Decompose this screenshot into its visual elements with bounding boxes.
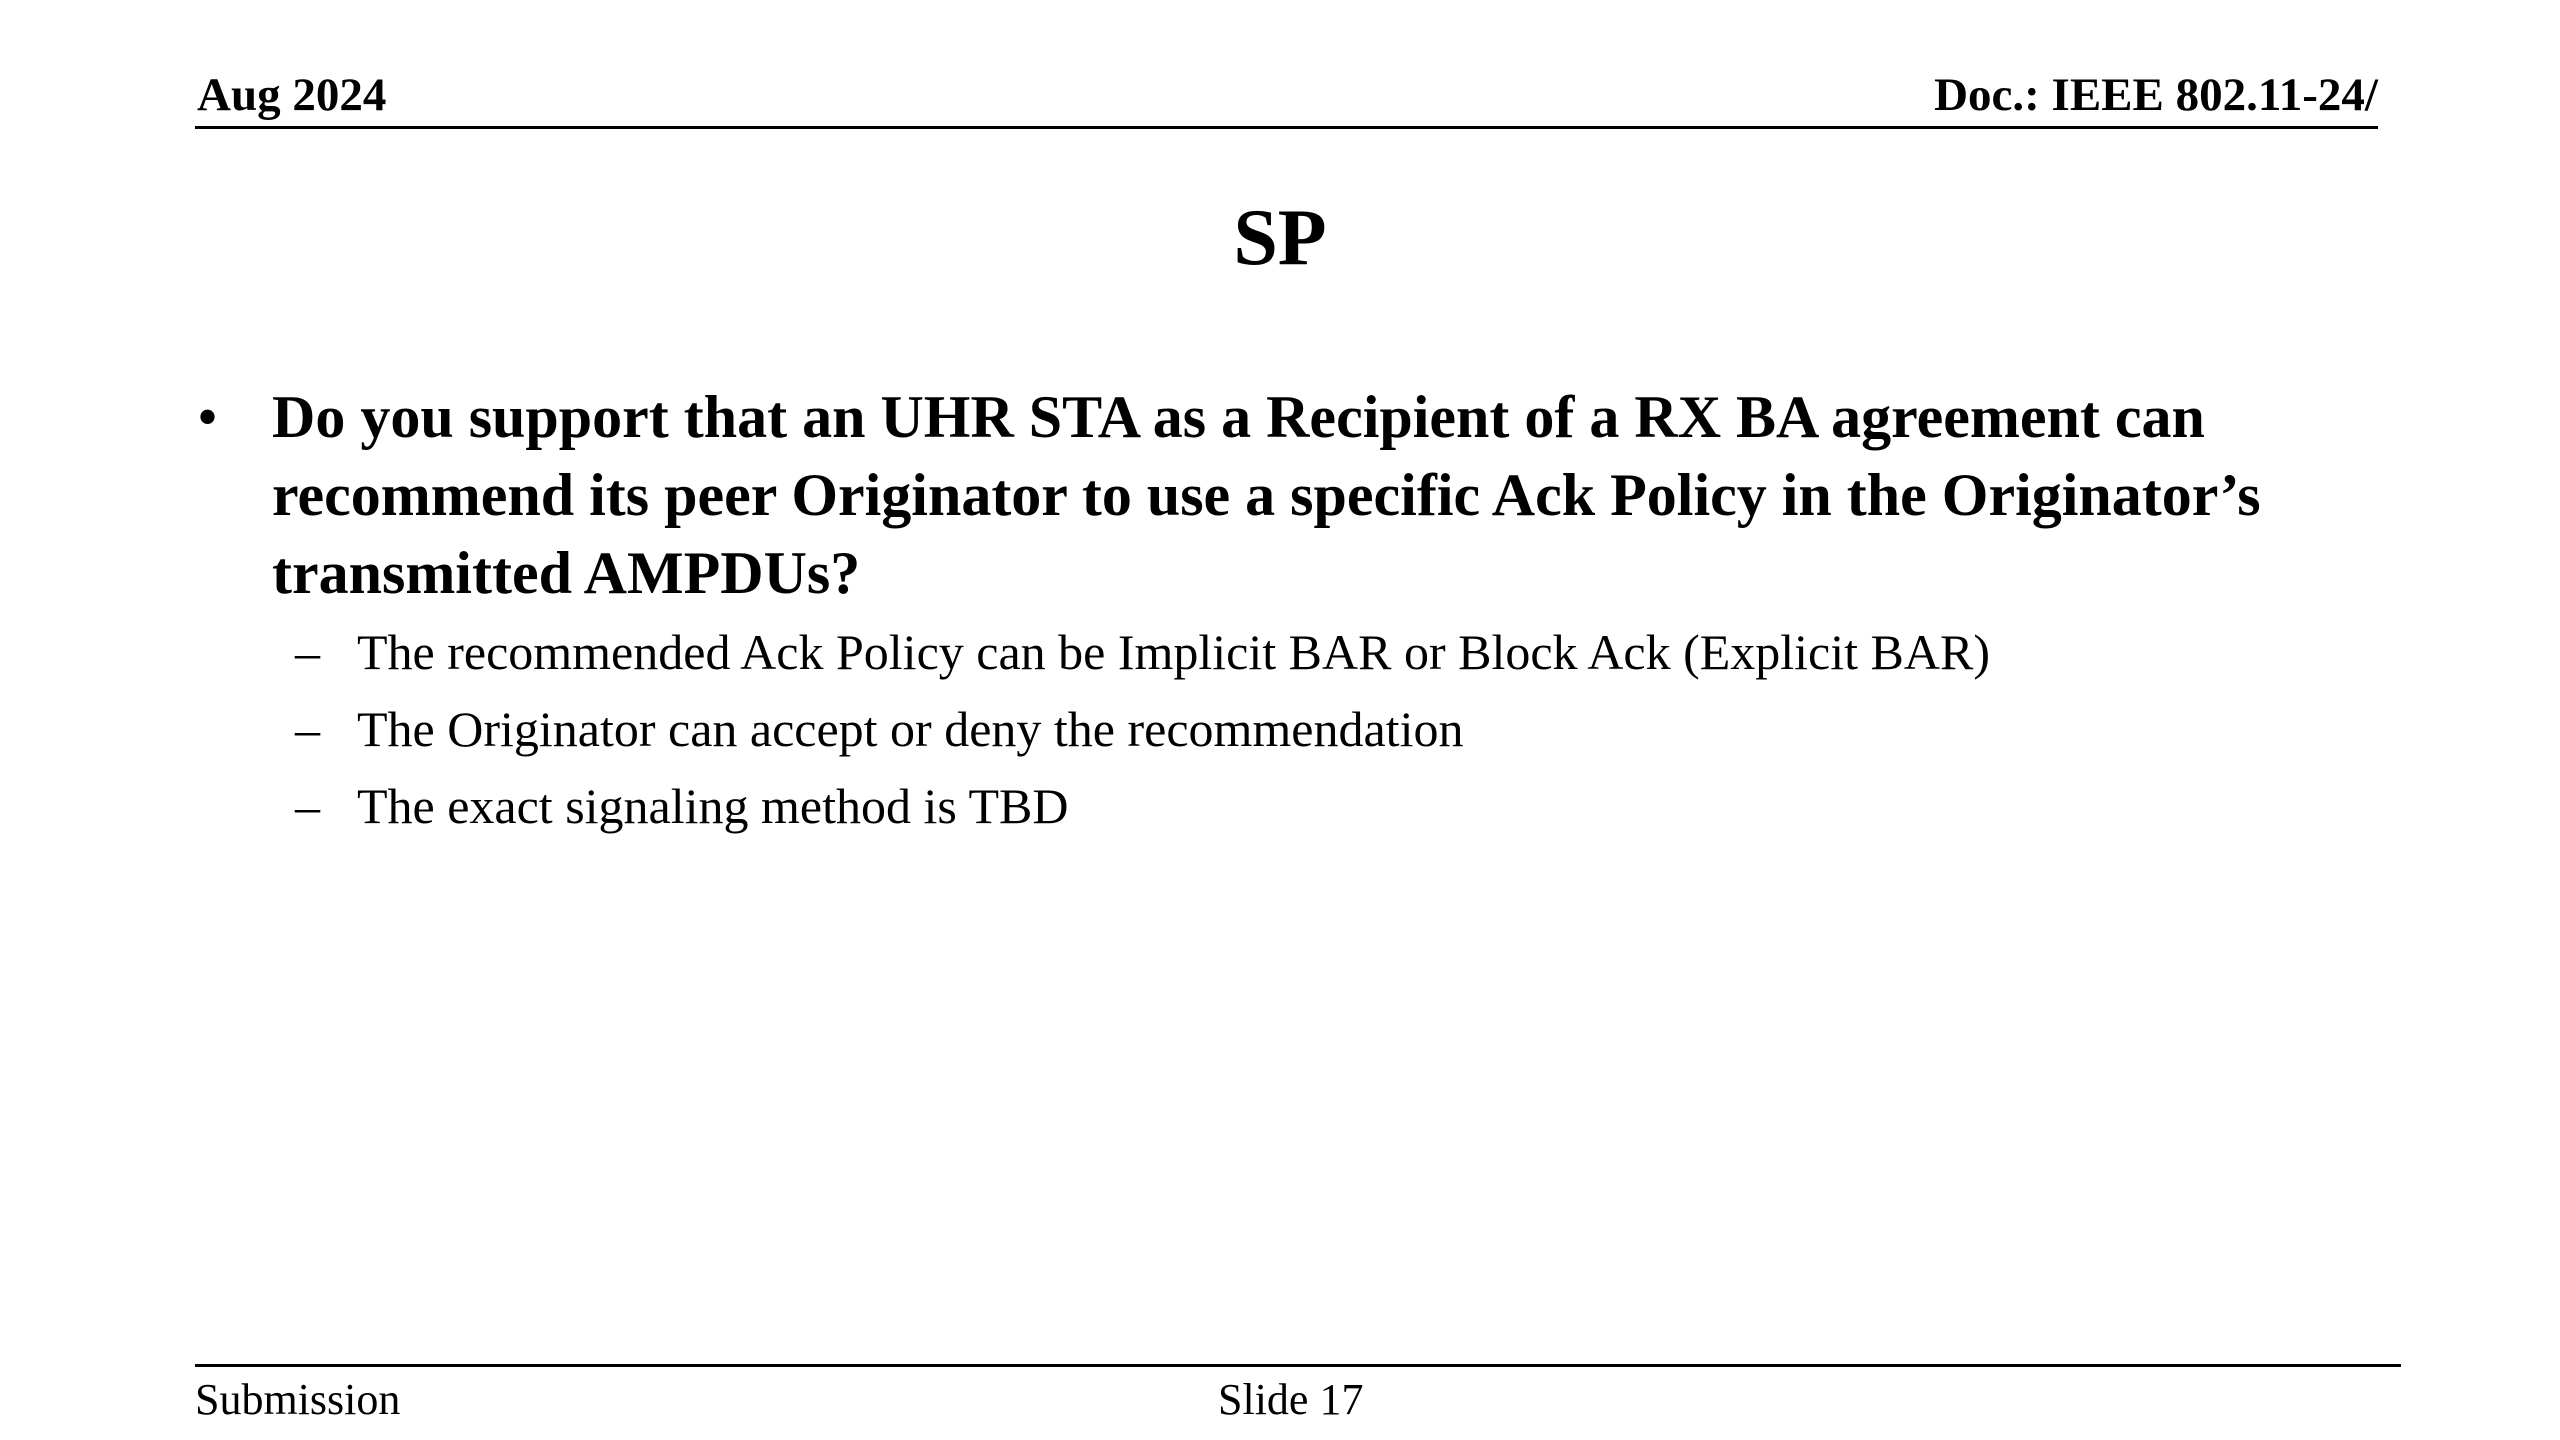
slide-title: SP	[1233, 194, 1327, 282]
footer-submission: Submission	[195, 1375, 401, 1424]
header-divider	[195, 126, 2378, 129]
sub-bullet-text: The exact signaling method is TBD	[357, 778, 1069, 834]
footer-slide-number: Slide 17	[1218, 1375, 1364, 1424]
sub-bullet-marker: –	[295, 624, 320, 680]
main-bullet-text: Do you support that an UHR STA as a Recipient of a RX BA agreement can recommend its peer Originator to use a specific Ack Policy in the Originator’s transmitted AMPDUs?	[272, 384, 2261, 606]
sub-bullet	[295, 778, 2395, 834]
sub-bullet-text: The Originator can accept or deny the recommendation	[357, 701, 1464, 757]
sub-bullet-marker: –	[295, 701, 320, 757]
bullet-marker: •	[197, 384, 219, 450]
header-date: Aug 2024	[197, 69, 387, 121]
sub-bullet-text: The recommended Ack Policy can be Implicit BAR or Block Ack (Explicit BAR)	[357, 624, 1990, 680]
sub-bullet	[295, 701, 2395, 757]
footer-divider	[195, 1364, 2401, 1367]
sub-bullet	[295, 624, 2395, 680]
header-doc-number: Doc.: IEEE 802.11-24/	[1934, 69, 2378, 121]
sub-bullet-marker: –	[295, 778, 320, 834]
